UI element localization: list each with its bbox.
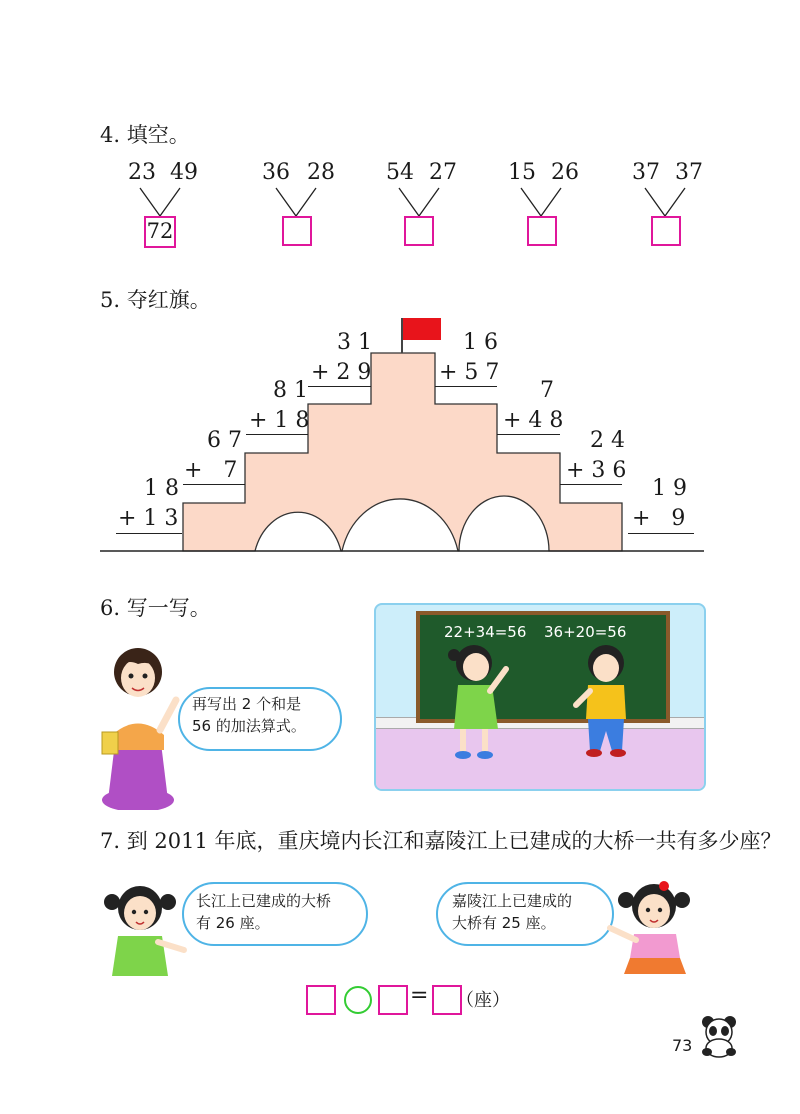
q5-title: 5. 夺红旗。 xyxy=(100,288,211,312)
operator-circle[interactable] xyxy=(344,986,372,1014)
problem-bottom: + 9 xyxy=(632,506,686,531)
teacher-speech-bubble xyxy=(178,687,342,751)
problem-bottom: + 4 8 xyxy=(503,408,564,433)
problem-bottom: + 1 8 xyxy=(249,408,310,433)
problem-top: 1 8 xyxy=(144,476,179,501)
q4-branch-lines xyxy=(135,186,185,218)
answer-line xyxy=(308,386,371,387)
q6-title: 6. 写一写。 xyxy=(100,596,211,620)
answer-line xyxy=(560,484,622,485)
left-girl-illustration xyxy=(98,880,188,980)
boy-student-illustration xyxy=(572,641,642,761)
problem-top: 1 9 xyxy=(652,476,687,501)
q4-addend-a: 23 xyxy=(128,160,156,185)
board-equation-1: 22+34=56 xyxy=(444,623,527,641)
q4-branch-lines xyxy=(640,186,690,218)
q4-addend-b: 28 xyxy=(307,160,335,185)
q4-answer-box[interactable] xyxy=(651,216,681,246)
girl-student-illustration xyxy=(444,641,514,761)
classroom-scene xyxy=(374,603,706,791)
floor-band xyxy=(376,725,704,789)
page-number: 73 xyxy=(672,1036,693,1055)
answer-line xyxy=(435,386,497,387)
teacher-illustration xyxy=(98,640,188,810)
q4-addend-a: 15 xyxy=(508,160,536,185)
q4-addend-a: 54 xyxy=(386,160,414,185)
answer-line xyxy=(246,434,308,435)
answer-box-second[interactable] xyxy=(378,985,408,1015)
problem-top: 2 4 xyxy=(590,428,625,453)
q4-answer-box[interactable] xyxy=(527,216,557,246)
problem-bottom: + 2 9 xyxy=(311,360,372,385)
problem-bottom: + 1 3 xyxy=(118,506,179,531)
problem-top: 1 6 xyxy=(463,330,498,355)
q4-addend-b: 26 xyxy=(551,160,579,185)
q4-addend-b: 37 xyxy=(675,160,703,185)
q4-addend-a: 37 xyxy=(632,160,660,185)
bridge-steps xyxy=(183,353,622,551)
bubble-line: 56 的加法算式。 xyxy=(192,717,306,735)
right-girl-illustration xyxy=(606,878,698,978)
q4-branch-lines xyxy=(516,186,566,218)
q4-title: 4. 填空。 xyxy=(100,123,190,147)
unit-label: （座） xyxy=(456,990,510,1011)
q4-branch-lines xyxy=(394,186,444,218)
problem-top: 8 1 xyxy=(273,378,308,403)
problem-bottom: + 3 6 xyxy=(566,458,627,483)
left-speech-bubble xyxy=(182,882,368,946)
board-equation-2: 36+20=56 xyxy=(544,623,627,641)
q4-addend-b: 27 xyxy=(429,160,457,185)
q4-addend-a: 36 xyxy=(262,160,290,185)
problem-bottom: + 5 7 xyxy=(439,360,500,385)
q7-title: 7. 到 2011 年底，重庆境内长江和嘉陵江上已建成的大桥一共有多少座？ xyxy=(100,829,782,853)
q4-answer-box[interactable]: 72 xyxy=(144,216,176,248)
q4-answer-box[interactable] xyxy=(404,216,434,246)
q4-branch-lines xyxy=(271,186,321,218)
answer-line xyxy=(497,434,560,435)
answer-line xyxy=(183,484,245,485)
bubble-line: 长江上已建成的大桥 xyxy=(196,892,332,910)
bubble-line: 有 26 座。 xyxy=(196,914,270,932)
problem-bottom: + 7 xyxy=(184,458,238,483)
right-speech-bubble xyxy=(436,882,614,946)
problem-top: 6 7 xyxy=(207,428,242,453)
panda-icon xyxy=(698,1014,740,1058)
problem-top: 3 1 xyxy=(337,330,372,355)
answer-line xyxy=(116,533,182,534)
bubble-line: 嘉陵江上已建成的 xyxy=(452,892,573,910)
q4-answer-box[interactable] xyxy=(282,216,312,246)
q4-addend-b: 49 xyxy=(170,160,198,185)
bubble-line: 大桥有 25 座。 xyxy=(452,914,556,932)
equals-sign: = xyxy=(410,983,429,1008)
answer-box-first[interactable] xyxy=(306,985,336,1015)
answer-line xyxy=(628,533,694,534)
bubble-line: 再写出 2 个和是 xyxy=(192,695,302,713)
problem-top: 7 xyxy=(540,378,554,403)
red-flag xyxy=(403,318,441,340)
